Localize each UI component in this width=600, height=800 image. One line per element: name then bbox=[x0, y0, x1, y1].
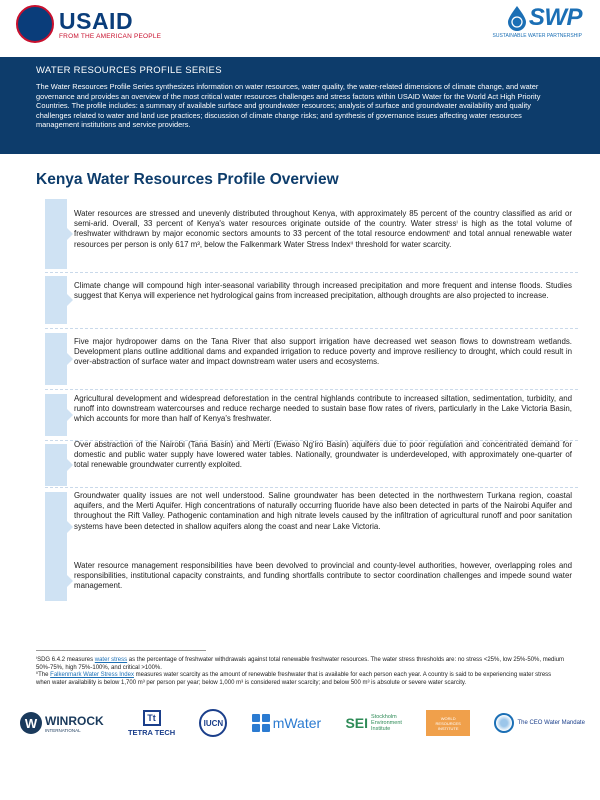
card-arrow-icon bbox=[67, 459, 73, 471]
mwater-logo[interactable]: mWater bbox=[252, 714, 321, 732]
usaid-logo[interactable] bbox=[16, 5, 161, 43]
card-accent-bar bbox=[45, 276, 67, 324]
usaid-tagline: FROM THE AMERICAN PEOPLE bbox=[59, 32, 162, 40]
overview-card bbox=[45, 199, 578, 269]
water-stress-link[interactable]: water stress bbox=[94, 657, 128, 663]
overview-card bbox=[45, 276, 578, 324]
overview-title: Kenya Water Resources Profile Overview bbox=[36, 171, 339, 188]
overview-card bbox=[45, 394, 578, 436]
overview-card bbox=[45, 440, 578, 486]
card-text: Over abstraction of the Nairobi (Tana Basin) and Merti (Ewaso Ng'iro Basin) aquifers due to poor regulation and concentrated demand for domestic and public water supply have lowered water tables. Nationally, groundwater is underdeveloped, with approximately one-quarter of total renewable groundwater currently exploited. bbox=[74, 440, 572, 470]
divider bbox=[45, 328, 578, 329]
tetra-tech-icon: Tt bbox=[143, 710, 161, 726]
card-accent-bar bbox=[45, 199, 67, 269]
card-text: Groundwater quality issues are not well understood. Saline groundwater has been detected in the northwestern Turkana region, coastal aquifers, and the Merti Aquifer. High concentrations of naturally occurring fluoride have also been detected in parts of the Nairobi Aquifer and throughout the Rift Valley. Pathogenic contamination and high nitrate levels caused by the infiltration of agricultural runoff and poor sanitation systems have been detected in shallow aquifers along the coast and near Lake Victoria. bbox=[74, 491, 572, 531]
card-text: Water resource management responsibilities have been devolved to provincial and county-level authorities, however, overlapping roles and responsibilities, institutional capacity constraints, and funding shortfalls contribute to sector coordination challenges and impede sound water management. bbox=[74, 561, 572, 591]
card-text: Agricultural development and widespread deforestation in the central highlands contribute to increased siltation, sedimentation, turbidity, and runoff into downstream watercourses and reduce recharge needed to sustain base flow rates of rivers, particularly in the Lake Victoria Basin, which accounts for more than half of Kenya's freshwater. bbox=[74, 394, 572, 424]
card-arrow-icon bbox=[67, 575, 73, 587]
overview-card bbox=[45, 561, 578, 601]
swp-name: SWP bbox=[528, 4, 582, 31]
overview-card bbox=[45, 333, 578, 385]
footnote-rule bbox=[36, 650, 206, 651]
divider bbox=[45, 272, 578, 273]
series-banner bbox=[0, 57, 600, 154]
card-accent-bar bbox=[45, 492, 67, 562]
header bbox=[0, 0, 600, 56]
card-accent-bar bbox=[45, 333, 67, 385]
divider bbox=[45, 389, 578, 390]
footnote-1: ⁱSDG 6.4.2 measures water stress as the percentage of freshwater withdrawals against total renewable freshwater resources. The water stress thresholds are: no stress <25%, low 25%-50%, medium 50%-75%, high 75%-100%, and critical >100%. bbox=[36, 657, 565, 671]
card-accent-bar bbox=[45, 394, 67, 436]
water-drop-icon bbox=[507, 5, 527, 31]
card-arrow-icon bbox=[67, 409, 73, 421]
card-arrow-icon bbox=[67, 521, 73, 533]
divider bbox=[45, 487, 578, 488]
card-arrow-icon bbox=[67, 353, 73, 365]
winrock-logo[interactable]: W WINROCK INTERNATIONAL bbox=[20, 712, 104, 734]
partner-logos bbox=[20, 706, 585, 740]
banner-title: WATER RESOURCES PROFILE SERIES bbox=[36, 65, 222, 76]
tetra-tech-logo[interactable]: Tt TETRA TECH bbox=[128, 710, 175, 737]
wri-logo[interactable] bbox=[426, 710, 470, 736]
card-accent-bar bbox=[45, 561, 67, 601]
usaid-name: USAID bbox=[59, 7, 134, 34]
falkenmark-index-link[interactable]: Falkenmark Water Stress Index bbox=[50, 672, 134, 679]
card-text: Climate change will compound high inter-seasonal variability through increased precipitation and more frequent and intense floods. Studies suggest that Kenya will experience net hydrological gains from increased precipitation, although droughts are also projected to increase. bbox=[74, 281, 572, 301]
footnote-2: ⁱⁱThe Falkenmark Water Stress Index measures water scarcity as the amount of renewable freshwater that is available for each person each year. A country is said to be experiencing water stress when water availability is below 1,700 m³ per person per year; below 1,000 m³ is considered water scarcity; and below 500 m³ is absolute or severe water scarcity. bbox=[36, 672, 552, 686]
winrock-badge-icon: W bbox=[20, 712, 42, 734]
card-text: Water resources are stressed and unevenly distributed throughout Kenya, with approximately 85 percent of the country classified as arid or semi-arid. Overall, 33 percent of Kenya's water resources originate outside of the country. Water stressⁱ is high as the total volume of freshwater withdrawn by major economic sectors amounts to 33 percent of the total resource endowmentⁱ and total annual renewable water resources per person is only 617 m³, below the Falkenmark Water Stress Indexⁱⁱ threshold for water scarcity. bbox=[74, 209, 572, 249]
banner-text: The Water Resources Profile Series synthesizes information on water resources, water quality, the water-related dimensions of climate change, and water governance and provides an overview of the most critical water resources challenges and stress factors within USAID Water for the World Act High Priority Countries. The profile includes: a summary of available surface and groundwater resources; analysis of surface and groundwater availability and quality challenges related to water and land use practices; discussion of climate change risks; and synthesis of governance issues affecting water resources management institutions and service providers. bbox=[36, 82, 541, 130]
usaid-seal-icon bbox=[16, 5, 54, 43]
wri-icon: WORLD RESOURCES INSTITUTE bbox=[426, 710, 470, 736]
iucn-icon: IUCN bbox=[199, 709, 227, 737]
overview-card bbox=[45, 492, 578, 562]
card-arrow-icon bbox=[67, 228, 73, 240]
mwater-icon bbox=[252, 714, 270, 732]
iucn-logo[interactable] bbox=[199, 709, 227, 737]
ceo-water-mandate-logo[interactable]: The CEO Water Mandate bbox=[494, 713, 584, 733]
globe-icon bbox=[494, 713, 514, 733]
card-accent-bar bbox=[45, 444, 67, 486]
card-arrow-icon bbox=[67, 294, 73, 306]
card-text: Five major hydropower dams on the Tana River that also support irrigation have decreased wet season flows to downstream wetlands. Development plans outline additional dams and expanded irrigation to reduce poverty and improve resiliency to drought, which could result in over-abstraction of surface water and impact downstream water users and ecosystems. bbox=[74, 337, 572, 367]
swp-tagline: SUSTAINABLE WATER PARTNERSHIP bbox=[492, 33, 582, 39]
footnotes bbox=[36, 657, 566, 687]
swp-logo[interactable] bbox=[493, 4, 582, 39]
sei-logo[interactable]: SEI Stockholm Environment Institute bbox=[345, 714, 402, 732]
